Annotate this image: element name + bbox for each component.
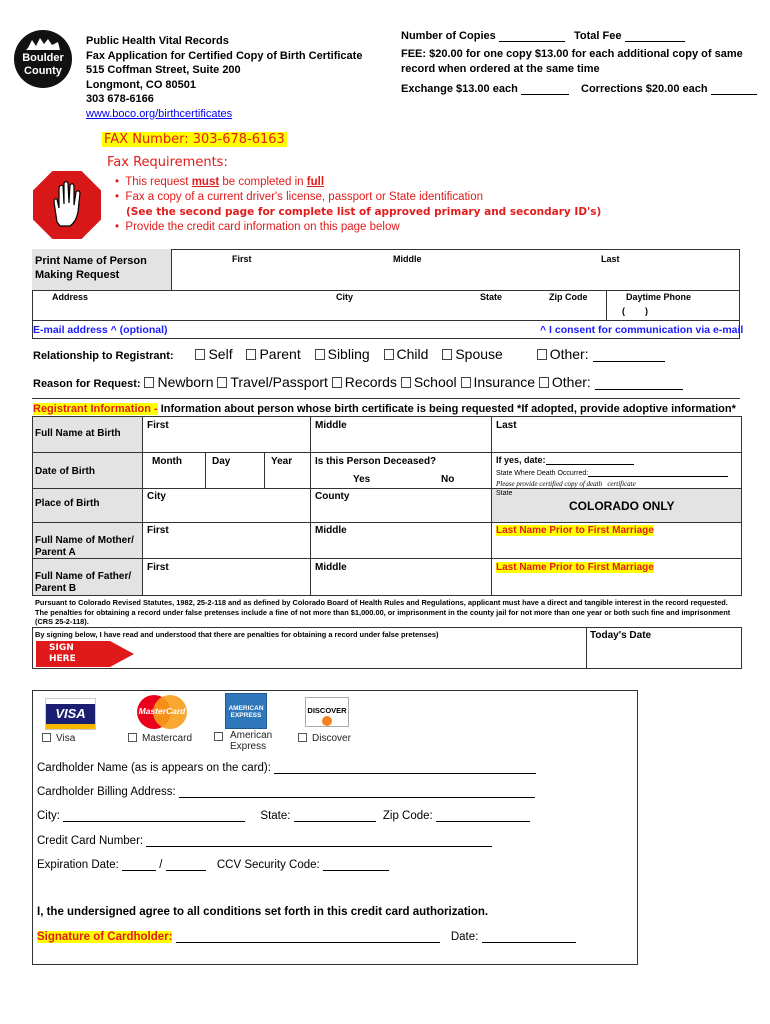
state-death-label[interactable]: State Where Death Occurred: — [496, 470, 728, 477]
sign-here-label-1: SIGN — [49, 643, 74, 653]
pob-city: City — [147, 491, 166, 502]
relationship-child[interactable]: Child — [384, 346, 429, 362]
reg-first: First — [147, 420, 169, 431]
office-name: Public Health Vital Records — [86, 35, 229, 47]
card-option-discover[interactable]: Discover — [298, 733, 351, 744]
relationship-spouse[interactable]: Spouse — [442, 346, 502, 362]
billing-city-row[interactable]: City: State: Zip Code: — [37, 810, 530, 822]
authorization-statement: I, the undersigned agree to all conditions set forth in this credit card authorization. — [37, 906, 489, 918]
copies-field[interactable] — [499, 41, 565, 42]
credit-card-box — [32, 690, 638, 965]
address-label: Address — [52, 292, 89, 302]
fax-requirements-title: Fax Requirements: — [107, 155, 228, 170]
form-title: Fax Application for Certified Copy of Birth Certificate — [86, 49, 363, 62]
dob-day: Day — [212, 456, 231, 467]
requirement-3: • Provide the credit card information on this page below — [115, 221, 400, 233]
requirement-1: • This request must be completed in full — [115, 176, 325, 188]
todays-date-label: Today's Date — [590, 630, 652, 641]
mastercard-logo: MasterCard — [137, 695, 187, 729]
email-label: E-mail address ^ (optional) — [33, 324, 168, 336]
sign-here-label-2: HERE — [49, 654, 76, 664]
phone-parens: ( ) — [622, 306, 648, 316]
statute-text: Pursuant to Colorado Revised Statutes, 1982, 25-2-118 and as defined by Colorado Board of Health Rules and Regulations, applicant must have a direct and tangible interest in the record requested. The penalties for obtaining a record under false pretenses include a fine of not more than $1,000.00, or imprisonment in the county jail for not more than one year or both such fine and imprisonment (CRS 25-2-118). — [35, 598, 731, 626]
place-of-birth-label: Place of Birth — [35, 498, 100, 509]
full-name-at-birth-label: Full Name at Birth — [35, 428, 121, 439]
reg-middle: Middle — [315, 420, 347, 431]
fax-number: FAX Number: 303-678-6163 — [104, 132, 285, 147]
requester-middle: Middle — [393, 254, 422, 264]
card-option-visa[interactable]: Visa — [42, 733, 75, 744]
pob-county: County — [315, 491, 350, 502]
amex-logo: AMERICAN EXPRESS — [225, 693, 267, 729]
signing-statement: By signing below, I have read and understood that there are penalties for obtaining a record under false pretenses) — [35, 630, 439, 639]
card-option-mastercard[interactable]: Mastercard — [128, 733, 192, 744]
email-consent[interactable]: ^ I consent for communication via e-mail — [540, 324, 744, 336]
father-first: First — [147, 562, 169, 573]
reason-other[interactable]: Other: — [539, 374, 683, 390]
daytime-phone-label: Daytime Phone — [626, 292, 692, 302]
date-of-birth-label: Date of Birth — [35, 466, 95, 477]
requirement-2: • Fax a copy of a current driver's license, passport or State identification — [115, 191, 484, 203]
deceased-question: Is this Person Deceased? — [315, 456, 437, 467]
address-line-2: Longmont, CO 80501 — [86, 78, 197, 91]
mother-last-prior: Last Name Prior to First Marriage — [496, 525, 654, 536]
stop-hand-icon — [30, 168, 104, 242]
card-option-amex[interactable]: American Express — [214, 730, 284, 752]
relationship-self[interactable]: Self — [195, 346, 232, 362]
father-label: Full Name of Father/ Parent B — [35, 571, 132, 594]
expiration-row[interactable]: Expiration Date: / CCV Security Code: — [37, 859, 389, 871]
if-yes-date[interactable]: If yes, date: — [496, 455, 634, 465]
discover-logo: DISCOVER — [305, 697, 349, 727]
requester-last: Last — [601, 254, 620, 264]
fee-text: FEE: $20.00 for one copy $13.00 for each additional copy of same record when ordered at the same time — [401, 48, 743, 75]
cardholder-name-row[interactable]: Cardholder Name (as is appears on the card): — [37, 762, 536, 774]
father-middle: Middle — [315, 562, 347, 573]
relationship-sibling[interactable]: Sibling — [315, 346, 370, 362]
relationship-label: Relationship to Registrant: — [33, 350, 174, 362]
relationship-other[interactable]: Other: — [537, 346, 665, 362]
registrant-heading: Registrant Information - Information about person whose birth certificate is being requested *If adopted, provide adoptive information* — [33, 403, 736, 415]
reg-last: Last — [496, 420, 517, 431]
father-last-prior: Last Name Prior to First Marriage — [496, 562, 654, 573]
relationship-parent[interactable]: Parent — [246, 346, 300, 362]
zip-label: Zip Code — [549, 292, 588, 302]
reason-newborn[interactable]: Newborn — [144, 374, 213, 390]
cardholder-signature-row[interactable]: Signature of Cardholder: Date: — [37, 931, 576, 943]
mother-label: Full Name of Mother/ Parent A — [35, 535, 134, 558]
requester-first: First — [232, 254, 252, 264]
billing-address-row[interactable]: Cardholder Billing Address: — [37, 786, 535, 798]
reason-school[interactable]: School — [401, 374, 457, 390]
logo-text-2: County — [24, 65, 62, 77]
address-line-1: 515 Coffman Street, Suite 200 — [86, 64, 241, 76]
requirement-2b: (See the second page for complete list of approved primary and secondary ID's) — [126, 206, 602, 218]
corrections-label: Corrections $20.00 each — [581, 83, 708, 95]
state-label: State — [480, 292, 503, 302]
mother-first: First — [147, 525, 169, 536]
mother-middle: Middle — [315, 525, 347, 536]
exchange-field[interactable] — [521, 94, 569, 95]
pob-state: State — [496, 490, 513, 497]
exchange-label: Exchange $13.00 each — [401, 83, 518, 95]
reason-records[interactable]: Records — [332, 374, 397, 390]
dob-month: Month — [152, 456, 182, 467]
reason-insurance[interactable]: Insurance — [461, 374, 535, 390]
total-fee-field[interactable] — [625, 41, 685, 42]
copies-label: Number of Copies — [401, 30, 496, 42]
print-name-label: Print Name of Person Making Request — [35, 255, 147, 281]
colorado-only: COLORADO ONLY — [569, 499, 675, 513]
visa-logo: VISA — [46, 699, 95, 729]
deceased-no[interactable]: No — [441, 474, 455, 485]
total-fee-label: Total Fee — [574, 30, 622, 42]
dob-year: Year — [271, 456, 293, 467]
death-note: Please provide certified copy of death certificate — [496, 480, 636, 488]
county-logo — [14, 30, 72, 88]
corrections-field[interactable] — [711, 94, 757, 95]
reason-travel[interactable]: Travel/Passport — [217, 374, 328, 390]
city-label: City — [336, 292, 354, 302]
card-number-row[interactable]: Credit Card Number: — [37, 835, 492, 847]
logo-text-1: Boulder — [22, 52, 64, 64]
reason-label: Reason for Request: — [33, 378, 141, 390]
phone-number: 303 678-6166 — [86, 93, 154, 105]
website-link[interactable]: www.boco.org/birthcertificates — [86, 107, 233, 120]
deceased-yes[interactable]: Yes — [353, 474, 371, 485]
